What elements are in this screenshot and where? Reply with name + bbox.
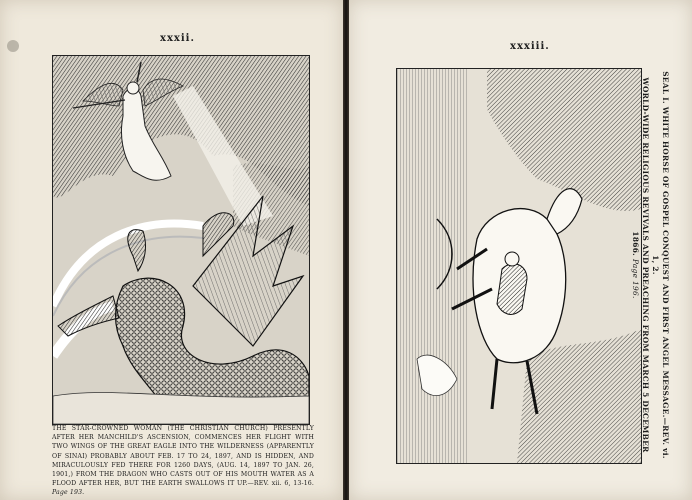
right-page-reference: Page 196. [631,258,640,299]
left-plate-number: xxxii. [160,33,195,44]
engraving-drawing-right [397,69,641,463]
engraving-drawing [53,56,309,424]
right-plate-caption [631,68,670,462]
binding-hole [7,40,19,52]
right-caption-line-1: SEAL I. WHITE HORSE OF GOSPEL CONQUEST AND FIRST ANGEL MESSAGE.—REV. vi. 1, 2. [651,71,670,459]
woman-and-dragon-engraving [52,55,310,425]
left-caption-text: THE STAR-CROWNED WOMAN (THE CHRISTIAN CHURCH) PRESENTLY AFTER HER MANCHILD'S ASCENSION, COMMENCES HER FLIGHT WITH TWO WINGS OF THE GREAT EAGLE INTO THE WILDERNESS (APPARENTLY OF SINAI) PROBABLY ABOUT FEB. 17 TO 24, 1897, AND IS HIDDEN, AND MIRACULOUSLY FED THERE FOR 1260 DAYS, (AUG. 14, 1897 TO JAN. 26, 1901,) FROM THE DRAGON WHO CASTS OUT OF HIS MOUTH WATER AS A FLOOD AFTER HER, BUT THE EARTH SWALLOWS IT UP.—REV. xii. 6, 13-16. [52,425,314,488]
left-plate-caption [52,424,314,498]
right-plate-number: xxxiii. [510,41,550,52]
left-page-reference: Page 193. [52,489,85,497]
white-horse-engraving [396,68,642,464]
right-caption-line-2: WORLD-WIDE RELIGIOUS REVIVALS AND PREACHING FROM MARCH 5 DECEMBER 1866. [631,77,650,453]
